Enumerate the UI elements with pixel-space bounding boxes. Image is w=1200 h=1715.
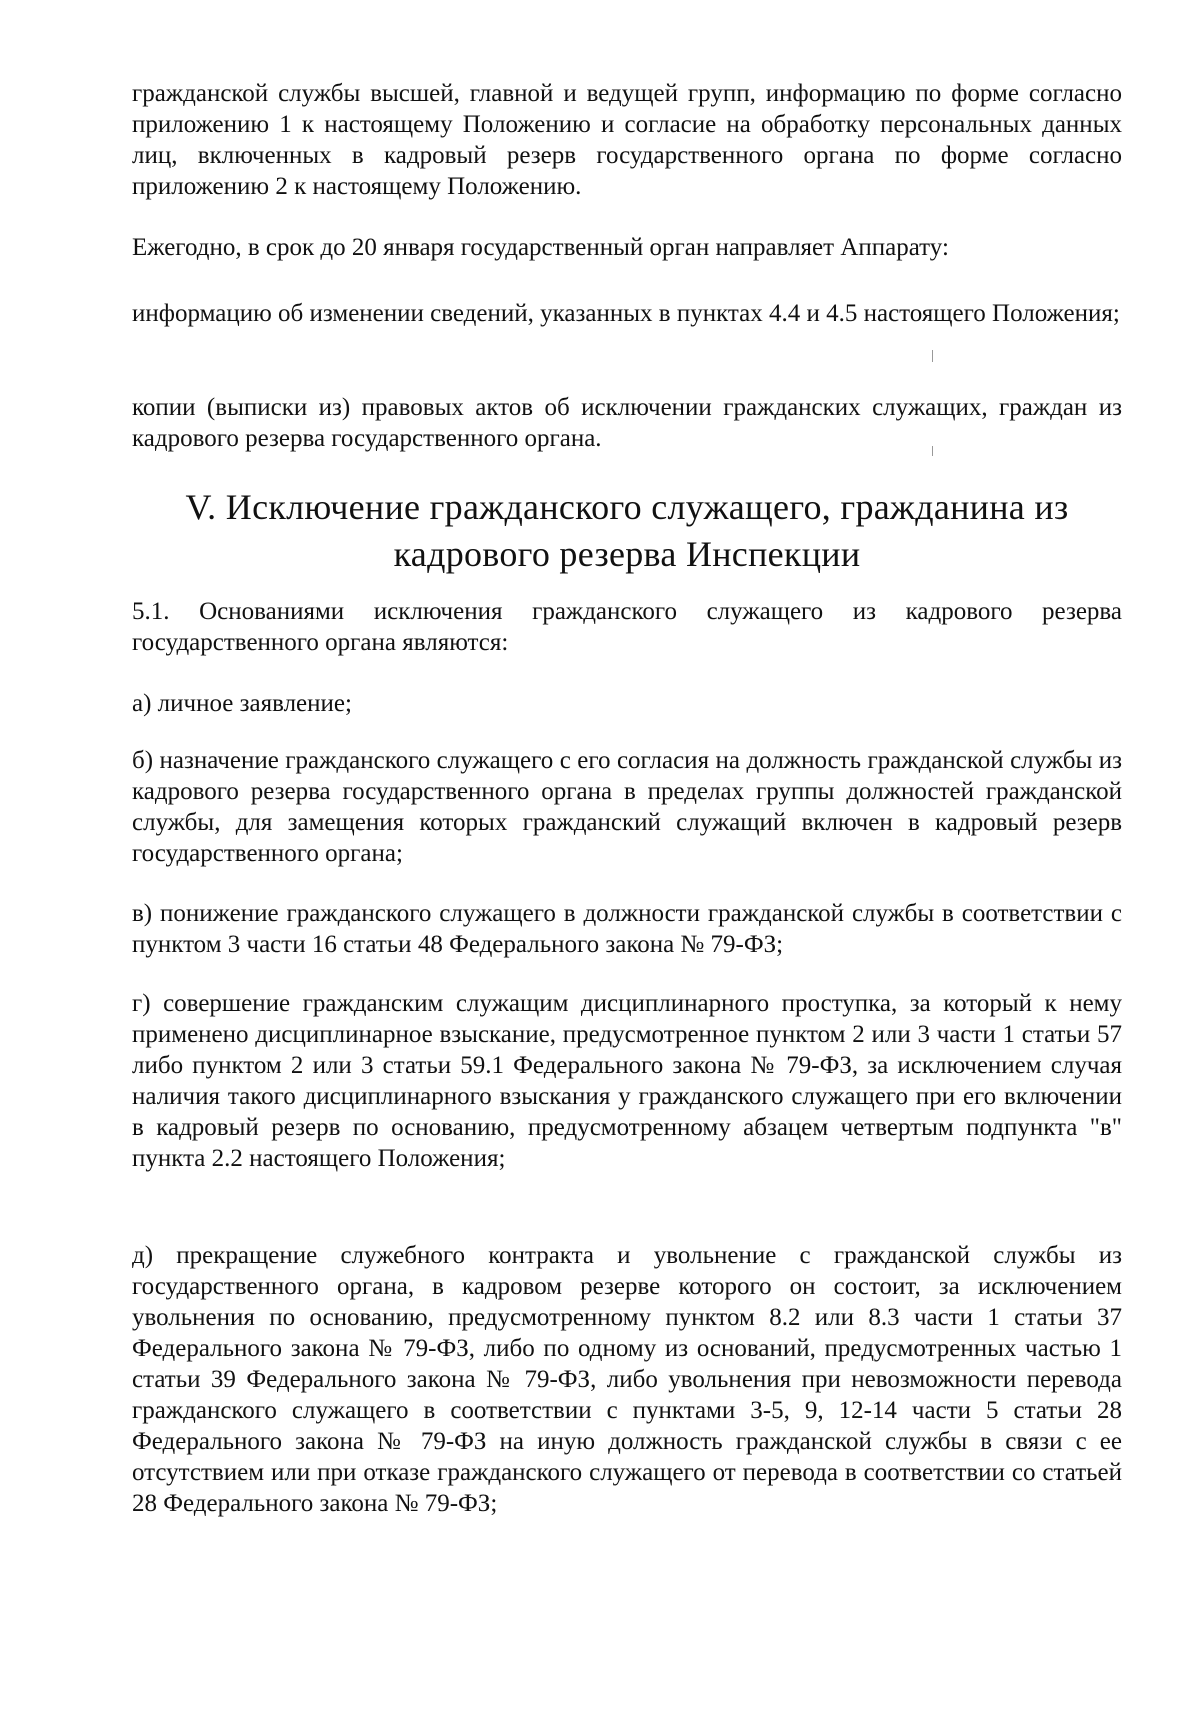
section-heading (132, 484, 1122, 578)
clause-item-d: д) прекращение служебного контракта и увольнение с гражданской службы из государственного органа, в кадровом резерве которого он состоит, за исключением увольнения по основанию, предусмотренному пунктом 8.2 или 8.3 части 1 статьи 37 Федерального закона № 79-ФЗ, либо по одному из оснований, предусмотренных частью 1 статьи 39 Федерального закона № 79-ФЗ, либо увольнения при невозможности перевода гражданского служащего в соответствии с пунктами 3-5, 9, 12-14 части 5 статьи 28 Федерального закона № 79-ФЗ на иную должность гражданской службы в связи с ее отсутствием или при отказе гражданского служащего от перевода в соответствии со статьей 28 Федерального закона № 79-ФЗ; (132, 1242, 1122, 1517)
paragraph-act-copies: копии (выписки из) правовых актов об исключении гражданских служащих, граждан из кадрового резерва государственного органа. (132, 394, 1122, 452)
clause-item-g: г) совершение гражданским служащим дисциплинарного проступка, за который к нему применено дисциплинарное взыскание, предусмотренное пунктом 2 или 3 части 1 статьи 57 либо пунктом 2 или 3 статьи 59.1 Федерального закона № 79-ФЗ, за исключением случая наличия такого дисциплинарного взыскания у гражданского служащего при его включении в кадровый резерв по основанию, предусмотренному абзацем четвертым подпункта "в" пункта 2.2 настоящего Положения; (132, 990, 1122, 1172)
paragraph-continuation: гражданской службы высшей, главной и ведущей групп, информацию по форме согласно приложению 1 к настоящему Положению и согласие на обработку персональных данных лиц, включенных в кадровый резерв государственного органа по форме согласно приложению 2 к настоящему Положению. (132, 80, 1122, 200)
scan-artifact (932, 350, 933, 362)
clause-item-v: в) понижение гражданского служащего в должности гражданской службы в соответствии с пунктом 3 части 16 статьи 48 Федерального закона № 79-ФЗ; (132, 900, 1122, 958)
scan-artifact (932, 446, 933, 456)
paragraph-annual-submission: Ежегодно, в срок до 20 января государственный орган направляет Аппарату: (132, 234, 949, 261)
clause-item-a: а) личное заявление; (132, 690, 352, 717)
clause-5-1: 5.1. Основаниями исключения гражданского служащего из кадрового резерва государственного органа являются: (132, 598, 1122, 656)
clause-item-b: б) назначение гражданского служащего с его согласия на должность гражданской службы из кадрового резерва государственного органа в пределах группы должностей гражданской службы, для замещения которых гражданский служащий включен в кадровый резерв государственного органа; (132, 747, 1122, 867)
paragraph-info-changes: информацию об изменении сведений, указанных в пунктах 4.4 и 4.5 настоящего Положения; (132, 300, 1120, 327)
section-heading-line-2: кадрового резерва Инспекции (393, 534, 861, 574)
section-heading-line-1: V. Исключение гражданского служащего, гражданина из (185, 487, 1069, 527)
